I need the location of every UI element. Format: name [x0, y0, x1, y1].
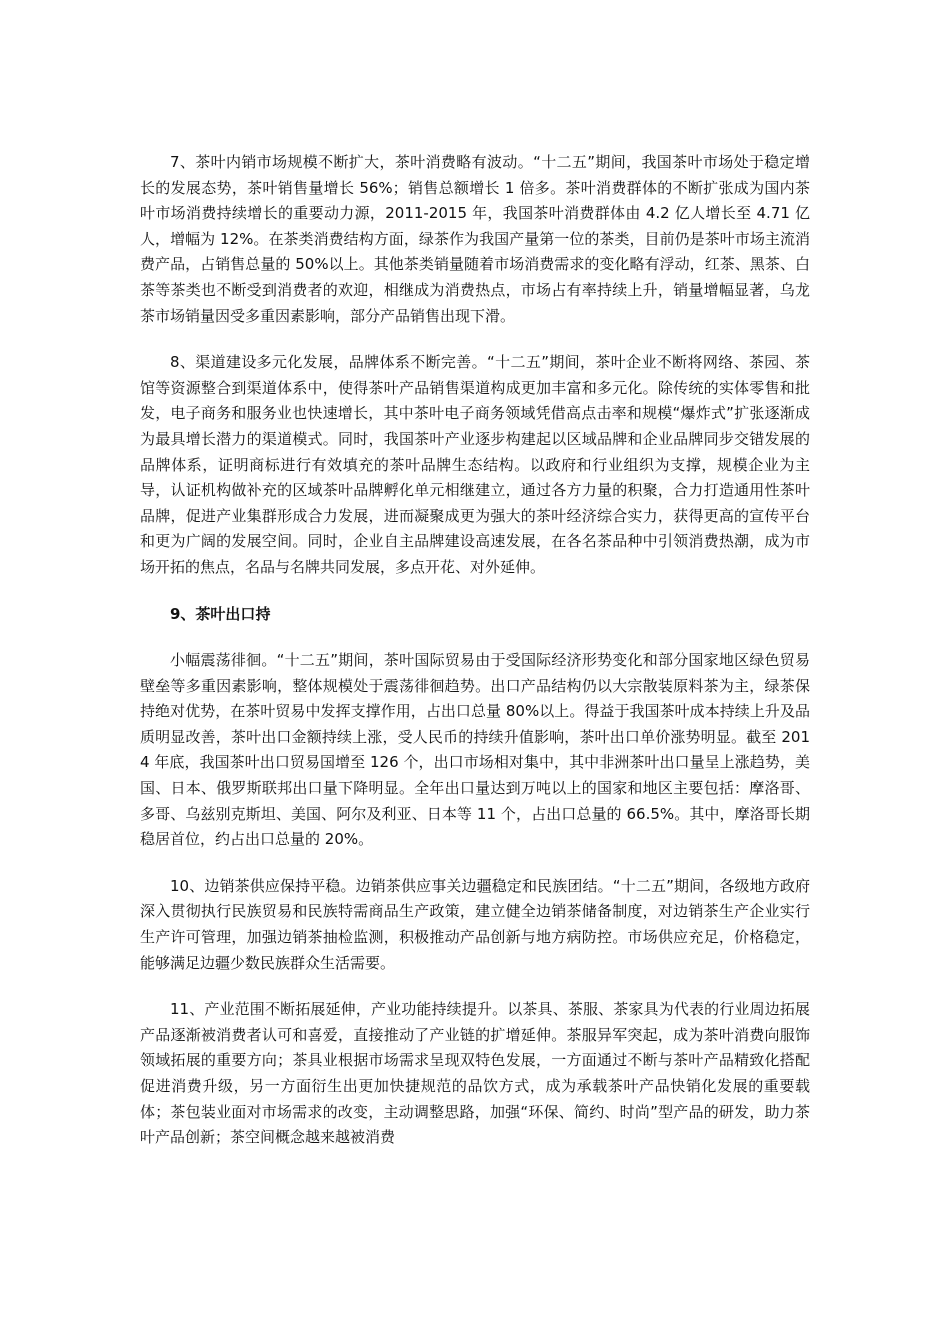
paragraph-8-channels-brands: 8、渠道建设多元化发展，品牌体系不断完善。“十二五”期间，茶叶企业不断将网络、茶园、茶馆等资源整合到渠道体系中，使得茶叶产品销售渠道构成更加丰富和多元化。除传统的实体零售和批发，电子商务和服务业也快速增长，其中茶叶电子商务领域凭借高点击率和规模“爆炸式”扩张逐渐成为最具增长潜力的渠道模式。同时，我国茶叶产业逐步构建起以区域品牌和企业品牌同步交错发展的品牌体系，证明商标进行有效填充的茶叶品牌生态结构。以政府和行业组织为支撑，规模企业为主导，认证机构做补充的区域茶叶品牌孵化单元相继建立，通过各方力量的积聚，合力打造通用性茶叶品牌，促进产业集群形成合力发展，进而凝聚成更为强大的茶叶经济综合实力，获得更高的宣传平台和更为广阔的发展空间。同时，企业自主品牌建设高速发展，在各名茶品种中引领消费热潮，成为市场开拓的焦点，名品与名牌共同发展，多点开花、对外延伸。	[140, 353, 810, 576]
section-heading-9-tea-export: 9、茶叶出口持	[170, 604, 271, 623]
paragraph-10-border-tea: 10、边销茶供应保持平稳。边销茶供应事关边疆稳定和民族团结。“十二五”期间，各级地方政府深入贯彻执行民族贸易和民族特需商品生产政策，建立健全边销茶储备制度，对边销茶生产企业实行生产许可管理，加强边销茶抽检监测，积极推动产品创新与地方病防控。市场供应充足，价格稳定，能够满足边疆少数民族群众生活需要。	[140, 876, 810, 972]
document-body	[140, 150, 810, 1172]
paragraph-9-tea-export: 小幅震荡徘徊。“十二五”期间，茶叶国际贸易由于受国际经济形势变化和部分国家地区绿色贸易壁垒等多重因素影响，整体规模处于震荡徘徊趋势。出口产品结构仍以大宗散装原料茶为主，绿茶保持绝对优势，在茶叶贸易中发挥支撑作用，占出口总量 80%以上。得益于我国茶叶成本持续上升及品质明显改善，茶叶出口金额持续上涨，受人民币的持续升值影响，茶叶出口单价涨势明显。截至 2014 年底，我国茶叶出口贸易国增至 126 个，出口市场相对集中，其中非洲茶叶出口量呈上涨趋势，美国、日本、俄罗斯联邦出口量下降明显。全年出口量达到万吨以上的国家和地区主要包括：摩洛哥、多哥、乌兹别克斯坦、美国、阿尔及利亚、日本等 11 个，占出口总量的 66.5%。其中，摩洛哥长期稳居首位，约占出口总量的 20%。	[140, 651, 810, 849]
paragraph-11-industry-scope: 11、产业范围不断拓展延伸，产业功能持续提升。以茶具、茶服、茶家具为代表的行业周边拓展产品逐渐被消费者认可和喜爱，直接推动了产业链的扩增延伸。茶服异军突起，成为茶叶消费向服饰领域拓展的重要方向；茶具业根据市场需求呈现双特色发展，一方面通过不断与茶叶产品精致化搭配促进消费升级，另一方面衍生出更加快捷规范的品饮方式，成为承载茶叶产品快销化发展的重要载体；茶包装业面对市场需求的改变，主动调整思路，加强“环保、简约、时尚”型产品的研发，助力茶叶产品创新；茶空间概念越来越被消费	[140, 1000, 810, 1147]
paragraph-7-domestic-market: 7、茶叶内销市场规模不断扩大，茶叶消费略有波动。“十二五”期间，我国茶叶市场处于稳定增长的发展态势，茶叶销售量增长 56%；销售总额增长 1 倍多。茶叶消费群体的不断扩张成为国内茶叶市场消费持续增长的重要动力源，2011-2015 年，我国茶叶消费群体由 4.2 亿人增长至 4.71 亿人，增幅为 12%。在茶类消费结构方面，绿茶作为我国产量第一位的茶类，目前仍是茶叶市场主流消费产品，占销售总量的 50%以上。其他茶类销量随着市场消费需求的变化略有浮动，红茶、黑茶、白茶等茶类也不断受到消费者的欢迎，相继成为消费热点，市场占有率持续上升，销量增幅显著，乌龙茶市场销量因受多重因素影响，部分产品销售出现下滑。	[140, 153, 810, 325]
